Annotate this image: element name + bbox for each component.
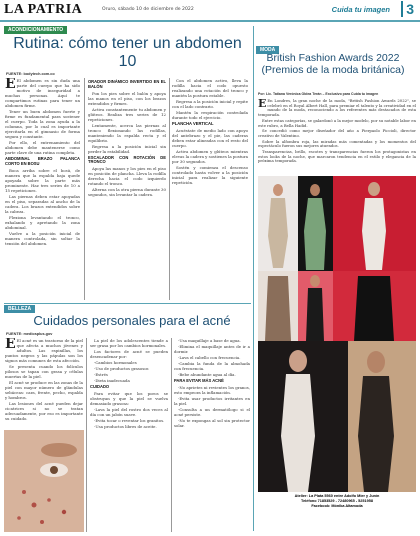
list-item: -Estrés <box>94 372 108 377</box>
paragraph: Se concedió como mejor diseñador del año a Pierpaolo Piccioli, director creativo de Valentino. <box>258 128 416 138</box>
paragraph: Mantén la respiración controlada durante todo el ejercicio. <box>172 110 248 120</box>
pimple <box>40 520 44 524</box>
paragraph: Activa abdomen y glúteos mientras elevas la cadera y sostienes la postura por 30 segundos. <box>172 148 248 164</box>
issue-date: Oruro, sábado 10 de diciembre de 2022 <box>102 7 194 12</box>
fashion-photo-collage <box>258 176 416 492</box>
paragraph: Flexiona levantando el tronco, exhalando y apretando la zona abdominal. <box>5 214 80 230</box>
caption-line: Atelier: La Plata 5560 entre Adolfo Mier y Junín <box>294 494 380 498</box>
list-item: -Cambia la funda de la almohada con frecuencia. <box>174 361 250 371</box>
model-figure <box>310 184 320 196</box>
subheading: ORADOR DINÁMICO INVERTIDO EN EL BALÓN <box>88 79 166 89</box>
caption-line: Teléfono 71853529 - 72480965 - 5251958 <box>301 499 373 503</box>
section-tag-acondicionamiento: ACONDICIONAMIENTO <box>4 26 67 34</box>
list-item: -Dieta inadecuada <box>94 378 130 383</box>
model-figure <box>367 351 385 373</box>
paragraph: Lentamente, acerca las piernas al tronco flexionando las rodillas, manteniendo la espalda recta y el equilibrio. <box>88 122 166 143</box>
red-carpet-photos <box>258 176 416 492</box>
article-title-fashion: British Fashion Awards 2022 (Premios de la moda británica) <box>261 52 405 76</box>
model-figure <box>362 198 386 270</box>
caption-line: Facebook: Mónika Altamoda <box>311 504 363 508</box>
model-figure <box>306 288 324 341</box>
section-tag-belleza: BELLEZA <box>4 305 35 313</box>
article-column-3 <box>172 78 248 300</box>
subheading: PLANCHA VERTICAL <box>172 121 214 126</box>
paragraph: Regresa a la posición inicial y repite con el lado contrario. <box>172 99 248 109</box>
section-divider <box>253 26 254 531</box>
drop-cap: E <box>5 338 16 352</box>
article-title-abdomen: Rutina: cómo tener un abdomen 10 <box>13 35 242 70</box>
subheading: ESCALADOR CON ROTACIÓN DE TRONCO <box>88 154 166 165</box>
list-item: -Uso de productos grasosos <box>94 366 149 371</box>
paragraph: Las piernas deben estar apoyadas en el piso, separadas al ancho de la cadera. Los brazos extendidos sobre la cabeza. <box>5 193 80 214</box>
list-item: -Lava el cabello con frecuencia. <box>178 355 241 360</box>
list-item: -Evita tocar o reventar los granitos. <box>94 417 165 423</box>
acne-photo <box>4 430 84 532</box>
article-title-acne: Cuidados personales para el acné <box>33 313 231 328</box>
masthead <box>0 0 420 22</box>
list-item: -Cambios hormonales <box>94 360 137 365</box>
subheading: CUIDADO <box>90 384 110 389</box>
paragraph: Tener un buen abdomen fuerte y firme es fundamental para sostener el cuerpo. Toda la zona ayuda a la columna, por lo cual es importante ejercitarla en el gimnasio de forma segura y constante. <box>5 109 80 139</box>
pimple <box>47 498 51 502</box>
drop-cap: E <box>5 78 16 92</box>
paragraph: Por ello, el entrenamiento del abdomen debe mantenerse como parte clave de una rutina completa. <box>5 140 80 155</box>
model-figure <box>265 276 291 341</box>
paragraph: Vuelve a la posición inicial de manera controlada, sin soltar la tensión del abdomen. <box>5 230 80 246</box>
iris <box>50 466 58 474</box>
paragraph: Con el abdomen activo, lleva la rodilla hacia el codo opuesto realizando una rotación del tronco y mantén la postura estable. <box>172 78 248 98</box>
list-item: -Usa maquillaje a base de agua. <box>178 338 241 343</box>
article-column-2 <box>88 78 166 300</box>
fashion-article-body <box>258 99 416 173</box>
paragraph: Transparencias, brillo, escotes y transparencias fueron los protagonistas en estos looks de la noche, que marcaron tendencia en el estilo y elegancia de la próxima temporada. <box>258 149 416 164</box>
paragraph: E El acné es un trastorno de la piel que afecta a muchos jóvenes y adultos. Las espinillas, los puntos negros y las pápulas son los signos más comunes de esta afección. <box>5 338 83 363</box>
paragraph: Los factores de acné se pueden desencadenar por: <box>90 349 168 359</box>
pimple <box>62 510 66 514</box>
paragraph: Sostén y comienza el descenso controlado hasta volver a la posición inicial para realizar la siguiente repetición. <box>172 164 248 185</box>
page-number: 3 <box>401 1 414 17</box>
list-item: -Lava la piel del rostro dos veces al día con un jabón suave. <box>90 406 168 417</box>
section-divider <box>4 303 251 304</box>
paragraph: Para evitar que los poros se obstruyan y que la piel se vuelva demasiado grasosa: <box>90 390 168 406</box>
list-item: -Bebe abundante agua al día. <box>178 372 236 377</box>
model-figure <box>358 376 394 492</box>
paragraph: Pon los pies sobre el balón y apoya las manos en el piso, con los brazos extendidos y firmes. <box>88 90 166 106</box>
column-divider <box>169 78 170 300</box>
column-divider <box>84 78 85 300</box>
eyebrow <box>41 443 77 457</box>
pimple <box>32 503 37 508</box>
model-figure <box>273 184 283 196</box>
paragraph: La piel de los adolescentes tiende a ser grasa por los cambios hormonales. <box>90 338 168 348</box>
list-item: -Evita usar productos irritantes en la piel. <box>174 395 250 406</box>
newspaper-logo: LA PATRIA <box>4 2 83 17</box>
paragraph: Apoya las manos y los pies en el piso en posición de plancha. Lleva la rodilla derecha hacia el codo izquierdo rotando el tronco. <box>88 166 166 187</box>
paragraph: Sobre la alfombra roja, las miradas más comentadas y los momentos del espectáculo fueron sus mejores atuendos. <box>258 138 416 149</box>
list-item: -Elimina el maquillaje antes de ir a dormir. <box>174 344 250 354</box>
column-divider <box>171 338 172 532</box>
article-column-1 <box>5 338 83 428</box>
model-figure <box>281 374 315 492</box>
paragraph: Regresa a la posición inicial sin perder la estabilidad. <box>88 143 166 154</box>
list-item: -Consulta a un dermatólogo si el acné persiste. <box>174 406 250 417</box>
photo-caption <box>262 494 412 509</box>
article-source: FUENTE: bodytech.com.co <box>6 72 55 76</box>
model-figure <box>304 198 326 270</box>
article-column-1 <box>5 78 80 300</box>
subheading: ABDOMINAL BRAZO PALANCA CORTO EN BOSU <box>5 156 80 166</box>
paragraph: Se presenta cuando los folículos pilosos se tapan con grasa y células muertas de la piel. <box>5 364 83 379</box>
pimple <box>22 490 26 494</box>
article-column-2 <box>90 338 168 532</box>
article-byline: Por: Lic. Tatiana Verónica Oblea Terán – Exclusivo para Cuida tu imagen <box>258 92 379 96</box>
paragraph: E En Londres, la gran noche de la moda, "British Fashion Awards 2022", se celebró en el Royal Albert Hall, para premiar el talento y la creatividad en el mundo de la moda, reconociendo a los referentes más destacados de esta temporada. <box>258 99 416 118</box>
section-tag-moda: MODA <box>256 46 279 54</box>
drop-cap: E <box>258 99 267 110</box>
paragraph: Acuéstate de medio lado con apoyo del antebrazo y el pie, las caderas deben estar alineadas con el resto del cuerpo. <box>172 127 248 148</box>
paragraph: Las lesiones del acné pueden dejar cicatrices si no se tratan adecuadamente, por eso es importante su cuidado. <box>5 401 83 421</box>
paragraph: E El abdomen es sin duda una parte del cuerpo que ha sido motivo de inseguridad a muchas personas. Aquí te compartimos rutinas para tener un abdomen firme. <box>5 78 80 108</box>
paragraph: Activa constantemente tu abdomen y glúteos. Realiza tres series de 12 repeticiones. <box>88 106 166 122</box>
model-figure <box>354 276 394 341</box>
model-figure <box>310 275 320 287</box>
article-source: FUENTE: mediosplus.gov <box>6 332 53 336</box>
paragraph: El acné se produce en las zonas de la piel con mayor número de glándulas sebáceas: cara, frente, pecho, espalda y hombros. <box>5 380 83 400</box>
list-item: -No aprietes ni revientes los granos, esto empeora la inflamación. <box>174 384 250 395</box>
list-item: -Usa productos libres de aceite. <box>94 423 157 429</box>
list-item: -No te expongas al sol sin protector solar. <box>174 417 250 428</box>
paragraph: Boca arriba sobre el bosú, de manera que la espalda baja quede apoyada sobre la parte más prominente. Haz tres series de 10 a 15 repeticiones. <box>5 167 80 193</box>
model-figure <box>289 350 307 372</box>
subheading: PARA EVITAR MÁS ACNÉ <box>174 378 224 383</box>
column-divider <box>86 338 87 532</box>
article-column-3 <box>174 338 250 532</box>
section-name: Cuida tu imagen <box>331 5 390 14</box>
skin-closeup <box>4 430 84 532</box>
pimple <box>17 516 21 520</box>
model-figure <box>368 182 380 196</box>
paragraph: Entre estas categorías, se galardonó a la mejor modelo, por su notable labor en este rubro, a Bella Hadid. <box>258 117 416 128</box>
paragraph: Alterna con la otra pierna durante 30 segundos, sin levantar la cadera. <box>88 187 166 198</box>
